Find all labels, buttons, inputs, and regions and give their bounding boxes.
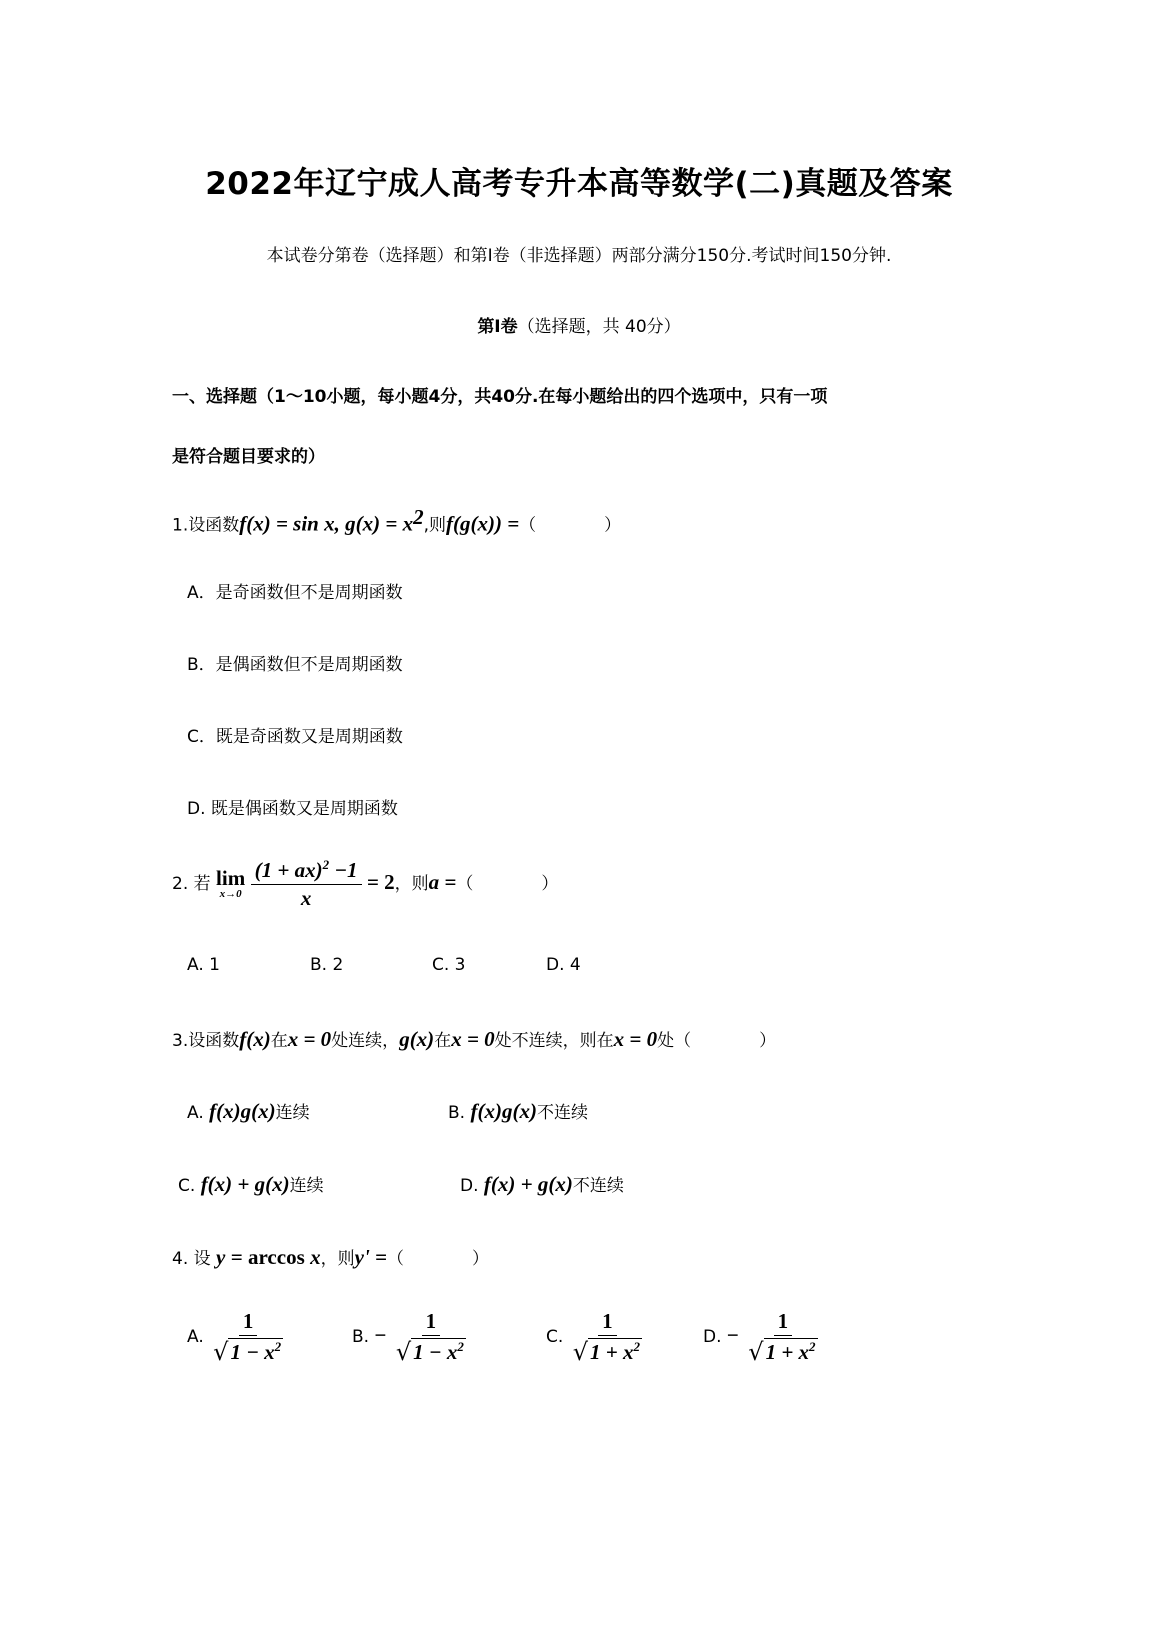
q4-c-rad-a: 1 + x <box>589 1340 634 1365</box>
q4-c-rad-sup: 2 <box>633 1339 640 1355</box>
q3-b-expr: f(x)g(x) <box>470 1099 537 1123</box>
q3-g: g(x) <box>399 1027 435 1051</box>
q4-tail: （ ） <box>387 1249 490 1269</box>
q4-c-sqrt <box>569 1336 646 1367</box>
q3-c-label: C. <box>178 1176 196 1196</box>
q4-y: y = <box>216 1245 243 1269</box>
q4-d-rad-a: 1 + x <box>765 1340 810 1365</box>
document-title: 2022年辽宁成人高考专升本高等数学(二)真题及答案 <box>205 166 953 202</box>
q1-mid: ,则 <box>423 515 446 536</box>
question-4 <box>172 1244 489 1270</box>
q4-a-sqrt <box>209 1336 287 1367</box>
q3-c-text: 连续 <box>289 1176 324 1196</box>
q1-sup: 2 <box>413 505 424 529</box>
sqrt-icon: √ <box>572 1338 588 1367</box>
q4-d-num: 1 <box>774 1310 793 1336</box>
q3-c-expr: f(x) + g(x) <box>200 1172 290 1196</box>
question-2 <box>172 858 558 910</box>
question-1 <box>172 505 621 537</box>
q2-num-a: (1 + ax) <box>254 858 323 882</box>
q1-expr1: f(x) = sin x, g(x) = x <box>239 511 414 536</box>
q2-option-a: A. 1 <box>187 955 220 975</box>
q4-b-sqrt <box>392 1336 470 1367</box>
q4-option-b <box>352 1309 470 1367</box>
q3-b-text: 不连续 <box>536 1103 588 1123</box>
q4-a-rad-a: 1 − x <box>230 1340 275 1365</box>
q3-option-b <box>448 1098 588 1124</box>
q2-prefix: 2. 若 <box>172 874 211 895</box>
q4-x: x <box>310 1245 321 1269</box>
q4-a-fraction <box>209 1309 287 1367</box>
q2-var: a = <box>428 870 457 895</box>
q3-d-text: 不连续 <box>572 1176 624 1196</box>
q4-option-c <box>546 1309 646 1367</box>
q4-d-radicand <box>764 1338 818 1364</box>
q4-a-radicand <box>228 1338 283 1364</box>
q4-c-radicand <box>588 1338 642 1364</box>
q1-tail: （ ） <box>519 515 622 536</box>
q3-option-a <box>187 1098 310 1124</box>
q2-fraction <box>251 858 362 910</box>
q3-f: f(x) <box>239 1027 271 1051</box>
q4-a-rad-sup: 2 <box>274 1339 282 1355</box>
q2-lim-sub: x→0 <box>219 888 242 901</box>
q3-t3: 在 <box>434 1031 452 1051</box>
q4-a-num: 1 <box>239 1310 258 1336</box>
q3-t4: 处不连续，则在 <box>494 1031 614 1051</box>
q4-b-radicand <box>411 1338 466 1364</box>
q2-option-c: C. 3 <box>432 955 466 975</box>
q1-prefix: 1.设函数 <box>172 515 240 536</box>
q4-a-label: A. <box>187 1327 204 1348</box>
q3-b-label: B. <box>448 1103 466 1123</box>
q1-option-b: B．是偶函数但不是周期函数 <box>187 655 403 675</box>
q4-b-sign: − <box>374 1323 387 1348</box>
q3-a-text: 连续 <box>275 1103 310 1123</box>
q3-x0a: x = 0 <box>287 1027 332 1051</box>
q2-limit <box>216 868 245 900</box>
q4-b-fraction <box>392 1309 470 1367</box>
part-one-heading-line2: 是符合题目要求的） <box>172 447 325 467</box>
q1-expr2: f(g(x)) = <box>445 511 520 536</box>
q1-option-c: C．既是奇函数又是周期函数 <box>187 727 403 747</box>
q3-t2: 处连续， <box>331 1031 400 1051</box>
q4-fn: arccos <box>247 1245 305 1269</box>
q4-c-num: 1 <box>598 1310 617 1336</box>
q2-option-d: D. 4 <box>546 955 581 975</box>
q4-b-num: 1 <box>422 1310 441 1336</box>
sqrt-icon: √ <box>748 1338 764 1367</box>
sqrt-icon: √ <box>213 1338 229 1367</box>
q4-yp: y' = <box>354 1245 388 1269</box>
q3-t5: 处（ ） <box>657 1031 777 1051</box>
q4-c-label: C. <box>546 1327 564 1348</box>
q4-d-rad-sup: 2 <box>809 1339 816 1355</box>
q2-mid: ，则 <box>394 874 429 895</box>
q3-prefix: 3.设函数 <box>172 1031 240 1051</box>
q3-a-expr: f(x)g(x) <box>209 1099 276 1123</box>
q2-num-sup: 2 <box>322 857 330 872</box>
q1-option-a: A．是奇函数但不是周期函数 <box>187 583 403 603</box>
q4-d-fraction <box>744 1309 821 1367</box>
q2-num-b: −1 <box>329 858 358 882</box>
q4-option-a <box>187 1309 287 1367</box>
q3-x0b: x = 0 <box>451 1027 495 1051</box>
q3-d-expr: f(x) + g(x) <box>483 1172 573 1196</box>
volume-label: 第Ⅰ卷 <box>477 317 518 337</box>
volume-rest: （选择题，共 40分） <box>517 317 681 337</box>
q2-lim: lim <box>216 866 246 891</box>
q3-t1: 在 <box>270 1031 288 1051</box>
q4-c-fraction <box>569 1309 646 1367</box>
q2-tail: （ ） <box>456 874 559 895</box>
q4-b-label: B. <box>352 1327 370 1348</box>
sqrt-icon: √ <box>395 1338 412 1367</box>
q4-prefix: 4. 设 <box>172 1249 211 1269</box>
q2-eq: = 2 <box>366 870 395 895</box>
q3-x0c: x = 0 <box>613 1027 658 1051</box>
exam-intro: 本试卷分第卷（选择题）和第Ⅰ卷（非选择题）两部分满分150分.考试时间150分钟. <box>266 246 892 266</box>
q2-denominator: x <box>300 886 312 911</box>
volume-heading <box>0 312 1158 337</box>
q2-numerator <box>251 858 362 885</box>
q4-d-sign: − <box>726 1323 739 1348</box>
q4-option-d <box>703 1309 822 1367</box>
q4-b-rad-sup: 2 <box>457 1339 464 1355</box>
q3-option-d <box>460 1171 624 1197</box>
q1-option-d: D. 既是偶函数又是周期函数 <box>187 799 398 819</box>
q3-option-c <box>178 1171 324 1197</box>
q4-d-sqrt <box>744 1336 821 1367</box>
q4-d-label: D. <box>703 1327 722 1348</box>
q3-a-label: A. <box>187 1103 204 1123</box>
question-3 <box>172 1026 776 1052</box>
q3-d-label: D. <box>460 1176 479 1196</box>
q4-mid: ，则 <box>320 1249 355 1269</box>
part-one-heading-line1: 一、选择题（1～10小题，每小题4分，共40分.在每小题给出的四个选项中，只有一项 <box>172 387 828 407</box>
q2-option-b: B. 2 <box>310 955 344 975</box>
q4-b-rad-a: 1 − x <box>413 1340 458 1365</box>
